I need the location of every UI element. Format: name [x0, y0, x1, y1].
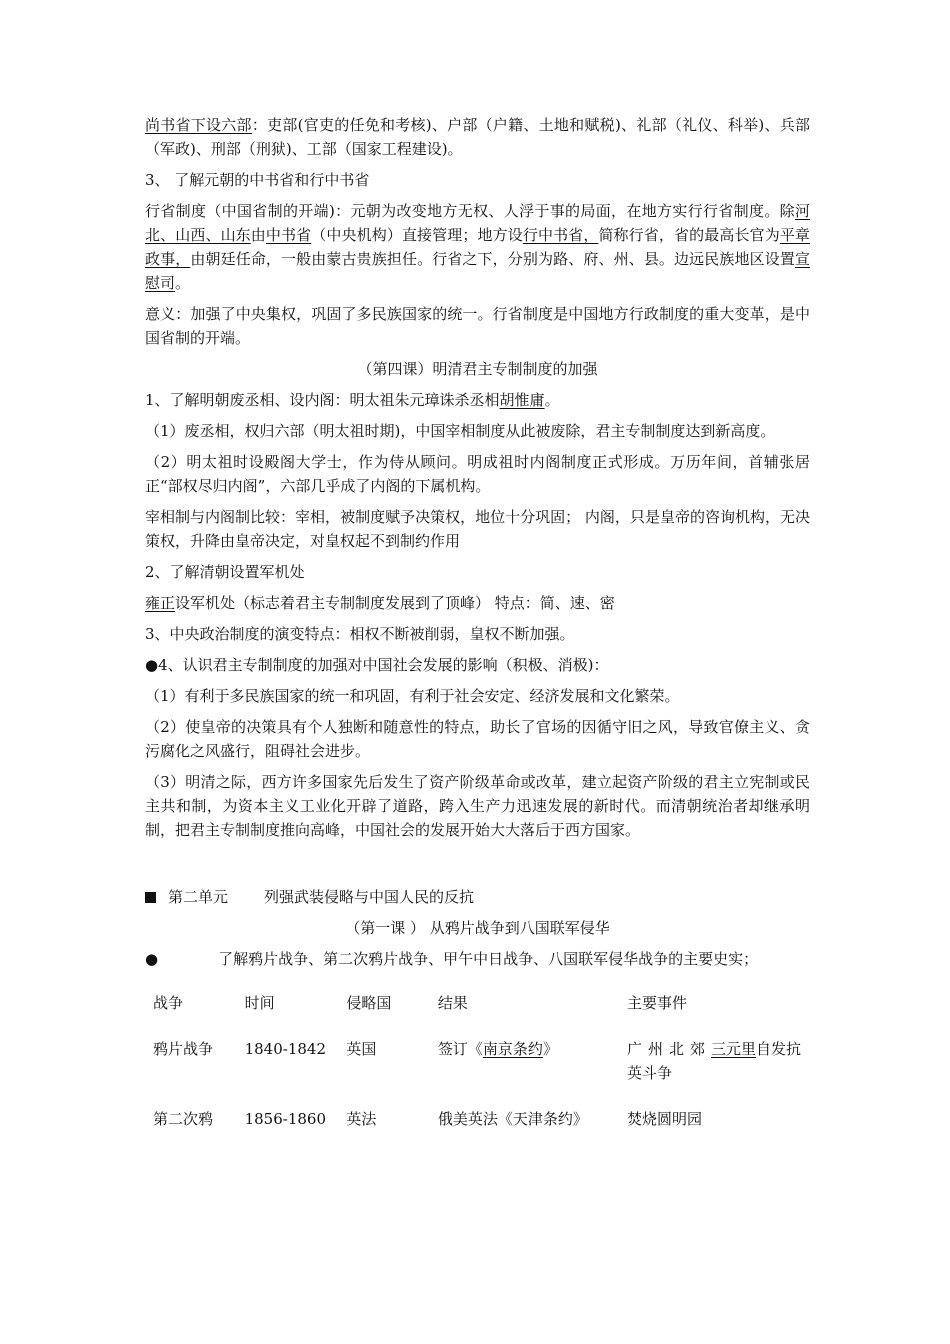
header-cell: 侵略国	[346, 994, 392, 1012]
table-cell: 1840-1842	[244, 1040, 327, 1058]
bullet-dot-icon: ●	[145, 950, 159, 968]
lesson-heading: （第一课 ） 从鸦片战争到八国联军侵华	[345, 919, 610, 937]
text: 由	[250, 226, 266, 244]
heading-yuan: 3、 了解元朝的中书省和行中书省	[145, 171, 370, 189]
underlined-term: 中书省	[265, 226, 312, 244]
underlined-term: 尚书省下设六部	[145, 116, 252, 134]
underlined-term: 平章政事，	[145, 226, 810, 268]
lesson-heading: （第四课）明清君主专制制度的加强	[357, 360, 598, 378]
table-header-row	[145, 979, 810, 1025]
square-bullet-icon	[145, 892, 156, 903]
text: ：吏部(官吏的任免和考核)、户部（户籍、土地和赋税)、礼部（礼仪、科举)、兵部（军政)、刑部（刑狱)、工部（国家工程建设)。	[145, 116, 810, 158]
paragraph-province-system	[145, 199, 810, 295]
table-row	[145, 1025, 810, 1095]
paragraph-significance: 意义：加强了中央集权，巩固了多民族国家的统一。行省制度是中国地方行政制度的重大变革，是中国省制的开端。	[145, 305, 810, 347]
text: 由朝廷任命，一般由蒙古贵族担任。行省之下，分别为路、府、州、县。边远民族地区设置	[190, 250, 795, 268]
paragraph-qing-heading: 2、了解清朝设置军机处	[145, 563, 305, 581]
table-row	[145, 1095, 810, 1141]
table-cell	[430, 1025, 619, 1095]
table-cell: 英国	[346, 1040, 377, 1058]
document-page	[145, 113, 810, 1141]
text: 。	[175, 274, 191, 292]
spacer	[145, 849, 810, 885]
paragraph-impact-1: （1）有利于多民族国家的统一和巩固，有利于社会安定、经济发展和文化繁荣。	[145, 687, 680, 705]
text: 简称行省，省的最高长官为	[598, 226, 780, 244]
underlined-term: 河北、山西、山东	[145, 202, 810, 244]
table-cell: 俄美英法《天津条约》	[437, 1110, 588, 1128]
underlined-term: 行中书省，	[522, 226, 599, 244]
paragraph-impact-2: （2）使皇帝的决策具有个人独断和随意性的特点，助长了官场的因循守旧之风，导致官僚主义、贪污腐化之风盛行，阻碍社会进步。	[145, 718, 810, 760]
underlined-term: 宣慰司	[145, 250, 810, 292]
text: 签订《	[437, 1040, 483, 1058]
paragraph-ming-3: （2）明太祖时设殿阁大学士，作为侍从顾问。明成祖时内阁制度正式形成。万历年间，首辅张居正“部权尽归内阁”，六部几乎成了内阁的下属机构。	[145, 453, 810, 495]
table-cell: 1856-1860	[244, 1110, 327, 1128]
text: （中央机构）直接管理；地方设	[311, 226, 523, 244]
paragraph-yongzheng	[145, 591, 810, 615]
unit-label: 第二单元	[168, 888, 229, 906]
underlined-term: 雍正	[145, 594, 176, 612]
text: 自发抗英斗争	[626, 1040, 802, 1082]
text: 设军机处（标志着君主专制制度发展到了顶峰） 特点：简、速、密	[175, 594, 615, 612]
text: 广州北郊	[626, 1040, 711, 1058]
table-cell: 第二次鸦	[153, 1110, 214, 1128]
table-cell: 英法	[346, 1110, 377, 1128]
paragraph-evolution: 3、中央政治制度的演变特点：相权不断被削弱，皇权不断加强。	[145, 625, 575, 643]
text: 行省制度（中国省制的开端)：元朝为改变地方无权、人浮于事的局面，在地方实行行省制度。除	[145, 202, 795, 220]
text: 》	[542, 1040, 558, 1058]
paragraph-ming-2: （1）废丞相，权归六部（明太祖时期)，中国宰相制度从此被废除，君主专制制度达到新高度。	[145, 422, 776, 440]
paragraph-six-ministries	[145, 113, 810, 161]
paragraph-ming-1	[145, 388, 810, 412]
text: 。	[544, 391, 560, 409]
paragraph-ming-4: 宰相制与内阁制比较：宰相，被制度赋予决策权，地位十分巩固； 内阁，只是皇帝的咨询机构，无决策权，升降由皇帝决定，对皇权起不到制约作用	[145, 508, 810, 550]
header-cell: 时间	[244, 994, 275, 1012]
underlined-term: 南京条约	[482, 1040, 543, 1058]
header-cell: 主要事件	[626, 994, 687, 1012]
text: 了解鸦片战争、第二次鸦片战争、甲午中日战争、八国联军侵华战争的主要史实；	[218, 950, 759, 968]
table-cell: 鸦片战争	[153, 1040, 214, 1058]
bullet-paragraph	[145, 947, 810, 971]
header-cell: 结果	[437, 994, 468, 1012]
table-cell	[619, 1025, 810, 1095]
paragraph-impact-3: （3）明清之际，西方许多国家先后发生了资产阶级革命或改革，建立起资产阶级的君主立宪制或民主共和制，为资本主义工业化开辟了道路，跨入生产力迅速发展的新时代。而清朝统治者却继承明制，把君主专制制度推向高峰，中国社会的发展开始大大落后于西方国家。	[145, 773, 810, 839]
header-cell: 战争	[153, 994, 184, 1012]
table-cell: 焚烧圆明园	[626, 1110, 702, 1128]
unit-title: 列强武装侵略与中国人民的反抗	[264, 888, 475, 906]
war-table	[145, 979, 810, 1141]
underlined-term: 胡惟庸	[499, 391, 545, 409]
unit-heading	[145, 885, 810, 909]
underlined-term: 三元里	[710, 1040, 756, 1058]
paragraph-impact-heading: ●4、认识君主专制制度的加强对中国社会发展的影响（积极、消极)：	[145, 656, 609, 674]
text: 1、了解明朝废丞相、设内阁：明太祖朱元璋诛杀丞相	[145, 391, 500, 409]
